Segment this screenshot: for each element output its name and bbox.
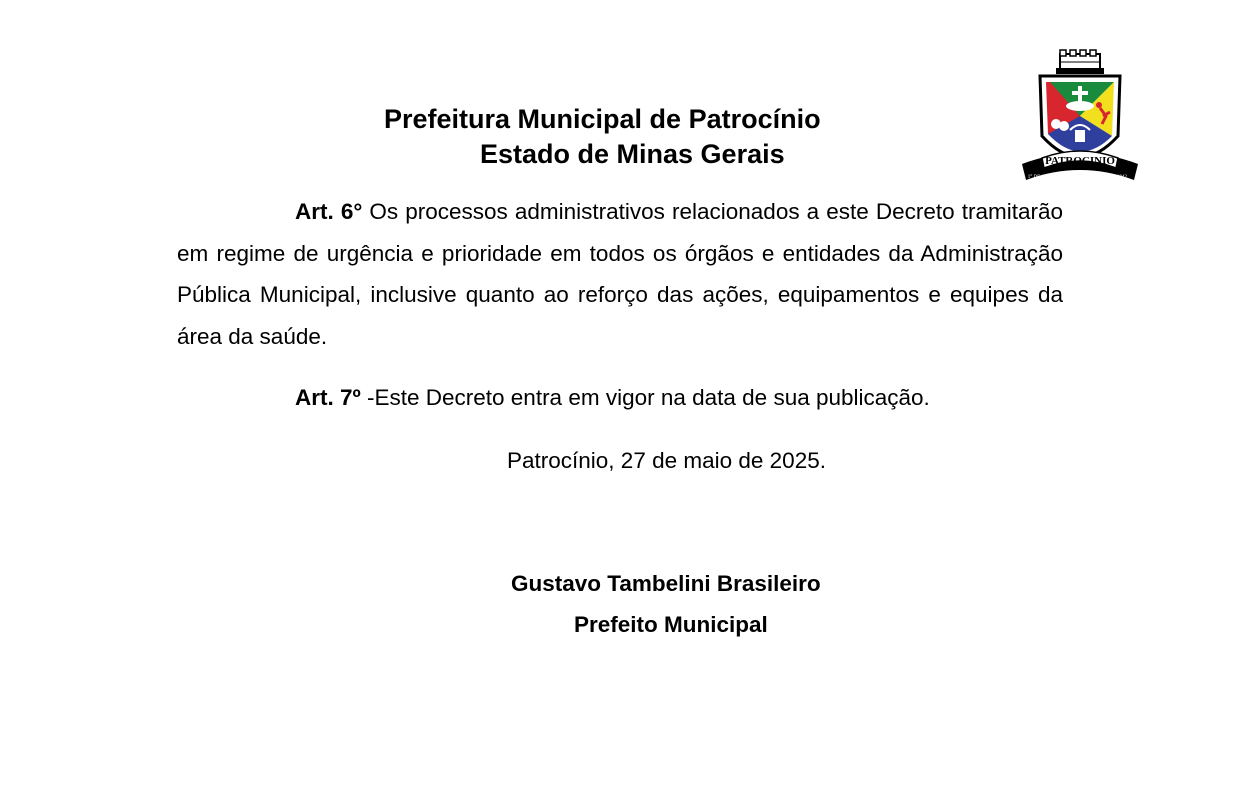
date-line: Patrocínio, 27 de maio de 2025. — [507, 448, 826, 473]
article-6 — [177, 191, 1063, 357]
article-7-text: -Este Decreto entra em vigor na data de sua publicação. — [360, 385, 930, 410]
coat-of-arms-icon — [1020, 46, 1140, 188]
crown-icon — [1056, 50, 1104, 74]
header-title: Prefeitura Municipal de Patrocínio — [384, 104, 821, 134]
banner-text: PATROCINIO — [1045, 155, 1115, 167]
article-6-text: Os processos administrativos relacionados a este Decreto tramitarão em regime de urgência e prioridade em todos os órgãos e entidades da Administração Pública Municipal, inclusive quanto ao reforço das ações, equipamentos e equipes da área da saúde. — [177, 199, 1063, 349]
article-7 — [295, 377, 930, 419]
article-7-label: Art. 7º — [295, 385, 361, 410]
signatory-name: Gustavo Tambelini Brasileiro — [511, 571, 821, 596]
header-subtitle: Estado de Minas Gerais — [480, 139, 785, 169]
signatory-title: Prefeito Municipal — [574, 612, 768, 637]
banner-right-motto: DE 1842 — [1109, 175, 1127, 180]
banner-left-motto: 1° DE ABRIL — [1027, 175, 1057, 180]
article-6-label: Art. 6° — [295, 199, 363, 224]
